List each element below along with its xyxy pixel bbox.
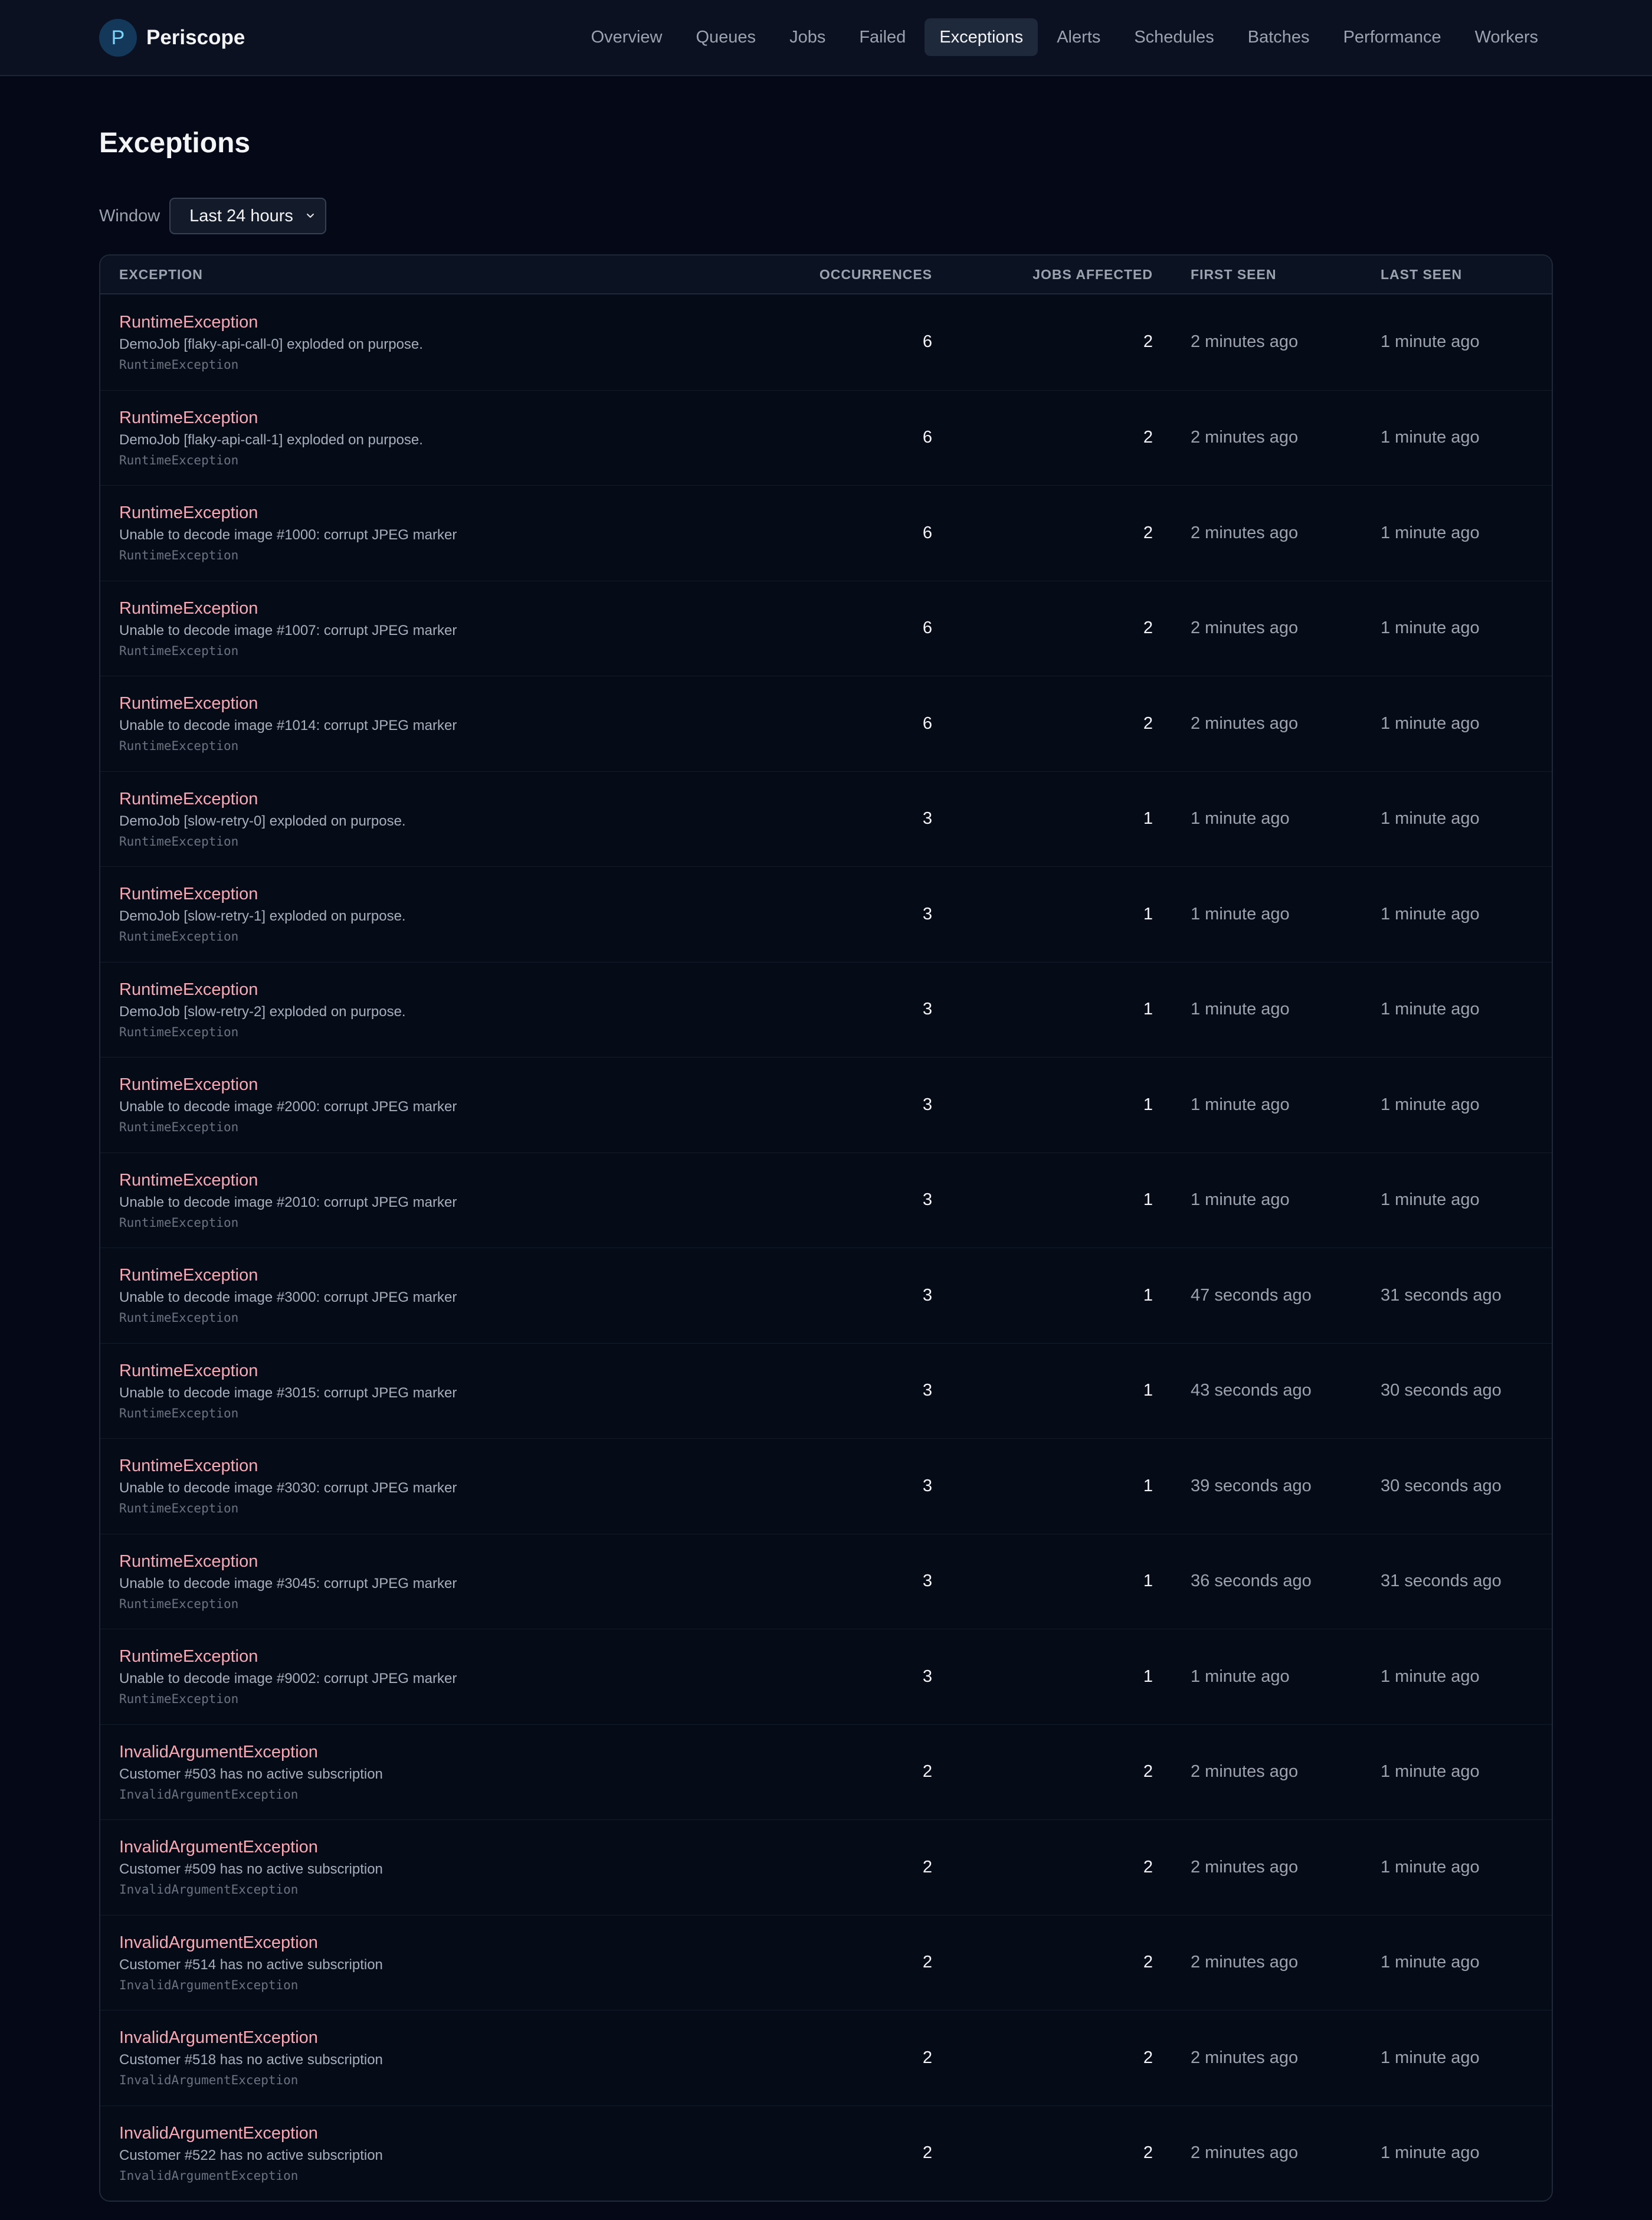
last-seen: 1 minute ago — [1381, 1857, 1480, 1877]
exception-type: InvalidArgumentException — [119, 2073, 299, 2088]
last-seen: 1 minute ago — [1381, 1953, 1480, 1972]
table-row[interactable] — [100, 581, 1552, 676]
exception-cell — [100, 407, 738, 469]
first-seen: 2 minutes ago — [1191, 2143, 1299, 2163]
first-seen: 36 seconds ago — [1191, 1571, 1312, 1591]
exception-type: RuntimeException — [119, 1596, 239, 1611]
first-seen: 47 seconds ago — [1191, 1285, 1312, 1305]
jobs-affected-count: 1 — [1143, 1476, 1153, 1495]
table-row[interactable] — [100, 2106, 1552, 2201]
last-seen: 1 minute ago — [1381, 428, 1480, 447]
exception-cell — [100, 788, 738, 850]
nav-item-schedules[interactable]: Schedules — [1134, 28, 1214, 47]
last-seen: 1 minute ago — [1381, 332, 1480, 352]
jobs-affected-count: 2 — [1143, 2048, 1153, 2067]
exception-cell — [100, 692, 738, 755]
nav-item-overview[interactable]: Overview — [591, 28, 663, 47]
exception-cell — [100, 1169, 738, 1232]
jobs-affected-count: 2 — [1143, 523, 1153, 542]
jobs-affected-count: 1 — [1143, 1285, 1153, 1305]
last-seen: 1 minute ago — [1381, 2143, 1480, 2163]
window-filter — [99, 197, 1553, 235]
table-row[interactable] — [100, 1915, 1552, 2011]
page-title: Exceptions — [99, 127, 251, 159]
occurrences-count: 3 — [922, 1476, 932, 1495]
occurrences-count: 2 — [922, 1953, 932, 1972]
exception-message: Unable to decode image #2010: corrupt JPEG marker — [119, 1194, 457, 1210]
exception-type: RuntimeException — [119, 357, 239, 372]
exception-class[interactable]: RuntimeException — [119, 1075, 258, 1095]
first-seen: 2 minutes ago — [1191, 2048, 1299, 2067]
first-seen: 1 minute ago — [1191, 1095, 1290, 1114]
table-row[interactable] — [100, 1057, 1552, 1152]
jobs-affected-count: 2 — [1143, 1857, 1153, 1877]
table-row[interactable] — [100, 962, 1552, 1057]
first-seen: 1 minute ago — [1191, 1666, 1290, 1686]
window-select[interactable] — [169, 198, 326, 234]
last-seen: 1 minute ago — [1381, 904, 1480, 924]
last-seen: 31 seconds ago — [1381, 1571, 1502, 1591]
exception-class[interactable]: InvalidArgumentException — [119, 1838, 318, 1857]
exception-message: Unable to decode image #1014: corrupt JPEG marker — [119, 718, 457, 734]
exception-cell — [100, 978, 738, 1041]
exception-cell — [100, 1455, 738, 1517]
occurrences-count: 3 — [922, 809, 932, 829]
last-seen: 1 minute ago — [1381, 1000, 1480, 1019]
table-row[interactable] — [100, 676, 1552, 771]
exception-message: Unable to decode image #3030: corrupt JPEG marker — [119, 1480, 457, 1497]
jobs-affected-count: 2 — [1143, 2143, 1153, 2163]
exception-type: RuntimeException — [119, 929, 239, 944]
exception-cell — [100, 1550, 738, 1613]
exception-class[interactable]: RuntimeException — [119, 694, 258, 713]
exception-class[interactable]: RuntimeException — [119, 980, 258, 999]
occurrences-count: 2 — [922, 1857, 932, 1877]
first-seen: 39 seconds ago — [1191, 1476, 1312, 1495]
exception-cell — [100, 1931, 738, 1994]
exception-class[interactable]: RuntimeException — [119, 408, 258, 427]
occurrences-count: 3 — [922, 1000, 932, 1019]
exception-class[interactable]: RuntimeException — [119, 1647, 258, 1666]
table-row[interactable] — [100, 1534, 1552, 1629]
chevron-down-icon — [306, 212, 314, 220]
table-row[interactable] — [100, 1343, 1552, 1439]
occurrences-count: 6 — [922, 332, 932, 352]
first-seen: 2 minutes ago — [1191, 1762, 1299, 1782]
table-row[interactable] — [100, 866, 1552, 962]
exception-type: RuntimeException — [119, 1215, 239, 1230]
occurrences-count: 3 — [922, 1285, 932, 1305]
exception-message: DemoJob [slow-retry-1] exploded on purpose. — [119, 908, 406, 925]
jobs-affected-count: 2 — [1143, 1953, 1153, 1972]
exception-cell — [100, 1741, 738, 1803]
table-row[interactable] — [100, 294, 1552, 390]
last-seen: 1 minute ago — [1381, 1190, 1480, 1210]
jobs-affected-count: 1 — [1143, 809, 1153, 829]
exception-type: RuntimeException — [119, 834, 239, 849]
exception-type: InvalidArgumentException — [119, 1977, 299, 1992]
first-seen: 1 minute ago — [1191, 1000, 1290, 1019]
occurrences-count: 3 — [922, 1095, 932, 1114]
exception-message: DemoJob [slow-retry-0] exploded on purpose. — [119, 813, 406, 829]
first-seen: 43 seconds ago — [1191, 1381, 1312, 1400]
table-row[interactable] — [100, 1629, 1552, 1724]
occurrences-count: 2 — [922, 2048, 932, 2067]
last-seen: 1 minute ago — [1381, 1095, 1480, 1114]
brand[interactable] — [99, 19, 245, 57]
nav-item-batches[interactable]: Batches — [1247, 28, 1310, 47]
exception-cell — [100, 311, 738, 374]
nav-item-workers[interactable]: Workers — [1474, 28, 1538, 47]
exception-type: RuntimeException — [119, 1120, 239, 1135]
exception-class[interactable]: RuntimeException — [119, 1456, 258, 1476]
exception-message: Unable to decode image #3000: corrupt JPEG marker — [119, 1289, 457, 1306]
nav-item-failed[interactable]: Failed — [859, 28, 906, 47]
occurrences-count: 2 — [922, 1762, 932, 1782]
exception-class[interactable]: RuntimeException — [119, 789, 258, 808]
first-seen: 2 minutes ago — [1191, 713, 1299, 733]
last-seen: 1 minute ago — [1381, 618, 1480, 638]
exception-cell — [100, 502, 738, 564]
occurrences-count: 3 — [922, 1666, 932, 1686]
first-seen: 2 minutes ago — [1191, 1857, 1299, 1877]
occurrences-count: 6 — [922, 523, 932, 542]
last-seen: 30 seconds ago — [1381, 1476, 1502, 1495]
occurrences-count: 6 — [922, 713, 932, 733]
jobs-affected-count: 2 — [1143, 618, 1153, 638]
table-body — [100, 294, 1552, 2201]
exception-type: RuntimeException — [119, 1311, 239, 1325]
main-nav — [572, 18, 1553, 56]
exception-class[interactable]: InvalidArgumentException — [119, 1933, 318, 1952]
header-jobs-affected: JOBS AFFECTED — [1032, 266, 1153, 282]
exception-type: InvalidArgumentException — [119, 1882, 299, 1897]
occurrences-count: 6 — [922, 428, 932, 447]
occurrences-count: 2 — [922, 2143, 932, 2163]
exception-class[interactable]: RuntimeException — [119, 598, 258, 618]
first-seen: 1 minute ago — [1191, 809, 1290, 829]
table-row[interactable] — [100, 1438, 1552, 1534]
exception-type: RuntimeException — [119, 548, 239, 563]
exception-type: RuntimeException — [119, 1024, 239, 1039]
jobs-affected-count: 1 — [1143, 1571, 1153, 1591]
logo-badge: P — [99, 19, 137, 57]
exception-type: RuntimeException — [119, 1692, 239, 1707]
first-seen: 2 minutes ago — [1191, 332, 1299, 352]
exception-class[interactable]: RuntimeException — [119, 885, 258, 904]
table-row[interactable] — [100, 1819, 1552, 1915]
jobs-affected-count: 2 — [1143, 713, 1153, 733]
nav-item-performance[interactable]: Performance — [1343, 28, 1441, 47]
exception-type: RuntimeException — [119, 453, 239, 467]
first-seen: 2 minutes ago — [1191, 1953, 1299, 1972]
window-select-value: Last 24 hours — [189, 206, 293, 225]
header-last-seen: LAST SEEN — [1381, 266, 1463, 282]
jobs-affected-count: 1 — [1143, 1190, 1153, 1210]
nav-item-exceptions[interactable]: Exceptions — [925, 18, 1038, 56]
top-navigation-bar — [0, 0, 1652, 76]
occurrences-count: 3 — [922, 1571, 932, 1591]
exception-message: Unable to decode image #3015: corrupt JPEG marker — [119, 1384, 457, 1401]
jobs-affected-count: 2 — [1143, 428, 1153, 447]
first-seen: 1 minute ago — [1191, 904, 1290, 924]
last-seen: 31 seconds ago — [1381, 1285, 1502, 1305]
exception-class[interactable]: RuntimeException — [119, 1170, 258, 1190]
last-seen: 1 minute ago — [1381, 1666, 1480, 1686]
window-filter-label: Window — [99, 206, 160, 225]
exception-message: Customer #518 has no active subscription — [119, 2052, 383, 2068]
header-occurrences: OCCURRENCES — [819, 266, 932, 282]
last-seen: 1 minute ago — [1381, 523, 1480, 542]
jobs-affected-count: 1 — [1143, 1381, 1153, 1400]
exception-cell — [100, 1360, 738, 1422]
exception-cell — [100, 2026, 738, 2089]
exception-message: DemoJob [flaky-api-call-0] exploded on purpose. — [119, 336, 423, 352]
exception-message: Unable to decode image #9002: corrupt JPEG marker — [119, 1671, 457, 1687]
last-seen: 1 minute ago — [1381, 713, 1480, 733]
jobs-affected-count: 1 — [1143, 1666, 1153, 1686]
app-name: Periscope — [146, 26, 245, 49]
table-header — [100, 256, 1552, 294]
exception-type: RuntimeException — [119, 739, 239, 754]
exception-message: Unable to decode image #1000: corrupt JPEG marker — [119, 527, 457, 543]
table-row[interactable] — [100, 2010, 1552, 2106]
exception-type: InvalidArgumentException — [119, 2168, 299, 2183]
header-exception: EXCEPTION — [119, 266, 203, 282]
first-seen: 2 minutes ago — [1191, 523, 1299, 542]
nav-item-alerts[interactable]: Alerts — [1057, 28, 1101, 47]
exception-cell — [100, 2122, 738, 2185]
occurrences-count: 3 — [922, 1190, 932, 1210]
exception-message: Customer #509 has no active subscription — [119, 1861, 383, 1878]
exception-cell — [100, 597, 738, 660]
exception-message: Unable to decode image #2000: corrupt JPEG marker — [119, 1099, 457, 1115]
exception-cell — [100, 1836, 738, 1898]
occurrences-count: 6 — [922, 618, 932, 638]
exception-message: Customer #514 has no active subscription — [119, 1956, 383, 1973]
table-row[interactable] — [100, 1152, 1552, 1248]
last-seen: 1 minute ago — [1381, 1762, 1480, 1782]
exception-class[interactable]: RuntimeException — [119, 312, 258, 332]
main-content — [0, 76, 1652, 2202]
last-seen: 1 minute ago — [1381, 2048, 1480, 2067]
exception-message: Unable to decode image #3045: corrupt JPEG marker — [119, 1575, 457, 1592]
nav-item-queues[interactable]: Queues — [696, 28, 756, 47]
exception-class[interactable]: InvalidArgumentException — [119, 2123, 318, 2143]
exception-message: Customer #503 has no active subscription — [119, 1766, 383, 1782]
exception-type: InvalidArgumentException — [119, 1787, 299, 1802]
jobs-affected-count: 2 — [1143, 332, 1153, 352]
exception-type: RuntimeException — [119, 1501, 239, 1516]
table-row[interactable] — [100, 485, 1552, 581]
table-row[interactable] — [100, 1724, 1552, 1820]
exception-class[interactable]: InvalidArgumentException — [119, 1742, 318, 1761]
exception-class[interactable]: InvalidArgumentException — [119, 2028, 318, 2048]
exception-type: RuntimeException — [119, 1406, 239, 1420]
jobs-affected-count: 1 — [1143, 1095, 1153, 1114]
exception-class[interactable]: RuntimeException — [119, 503, 258, 523]
exception-cell — [100, 883, 738, 945]
last-seen: 1 minute ago — [1381, 809, 1480, 829]
exception-type: RuntimeException — [119, 643, 239, 658]
first-seen: 2 minutes ago — [1191, 618, 1299, 638]
exception-class[interactable]: RuntimeException — [119, 1361, 258, 1380]
exception-cell — [100, 1645, 738, 1708]
exception-message: Customer #522 has no active subscription — [119, 2147, 383, 2163]
first-seen: 1 minute ago — [1191, 1190, 1290, 1210]
first-seen: 2 minutes ago — [1191, 428, 1299, 447]
table-row[interactable] — [100, 771, 1552, 867]
exception-message: DemoJob [flaky-api-call-1] exploded on purpose. — [119, 431, 423, 448]
exceptions-table — [99, 254, 1553, 2202]
exception-class[interactable]: RuntimeException — [119, 1266, 258, 1285]
exception-message: DemoJob [slow-retry-2] exploded on purpose. — [119, 1003, 406, 1020]
jobs-affected-count: 2 — [1143, 1762, 1153, 1782]
header-first-seen: FIRST SEEN — [1191, 266, 1277, 282]
occurrences-count: 3 — [922, 904, 932, 924]
occurrences-count: 3 — [922, 1381, 932, 1400]
jobs-affected-count: 1 — [1143, 904, 1153, 924]
table-row[interactable] — [100, 390, 1552, 486]
jobs-affected-count: 1 — [1143, 1000, 1153, 1019]
table-row[interactable] — [100, 1247, 1552, 1343]
exception-cell — [100, 1264, 738, 1327]
nav-item-jobs[interactable]: Jobs — [789, 28, 826, 47]
exception-class[interactable]: RuntimeException — [119, 1551, 258, 1571]
last-seen: 30 seconds ago — [1381, 1381, 1502, 1400]
exception-message: Unable to decode image #1007: corrupt JPEG marker — [119, 622, 457, 639]
exception-cell — [100, 1073, 738, 1136]
